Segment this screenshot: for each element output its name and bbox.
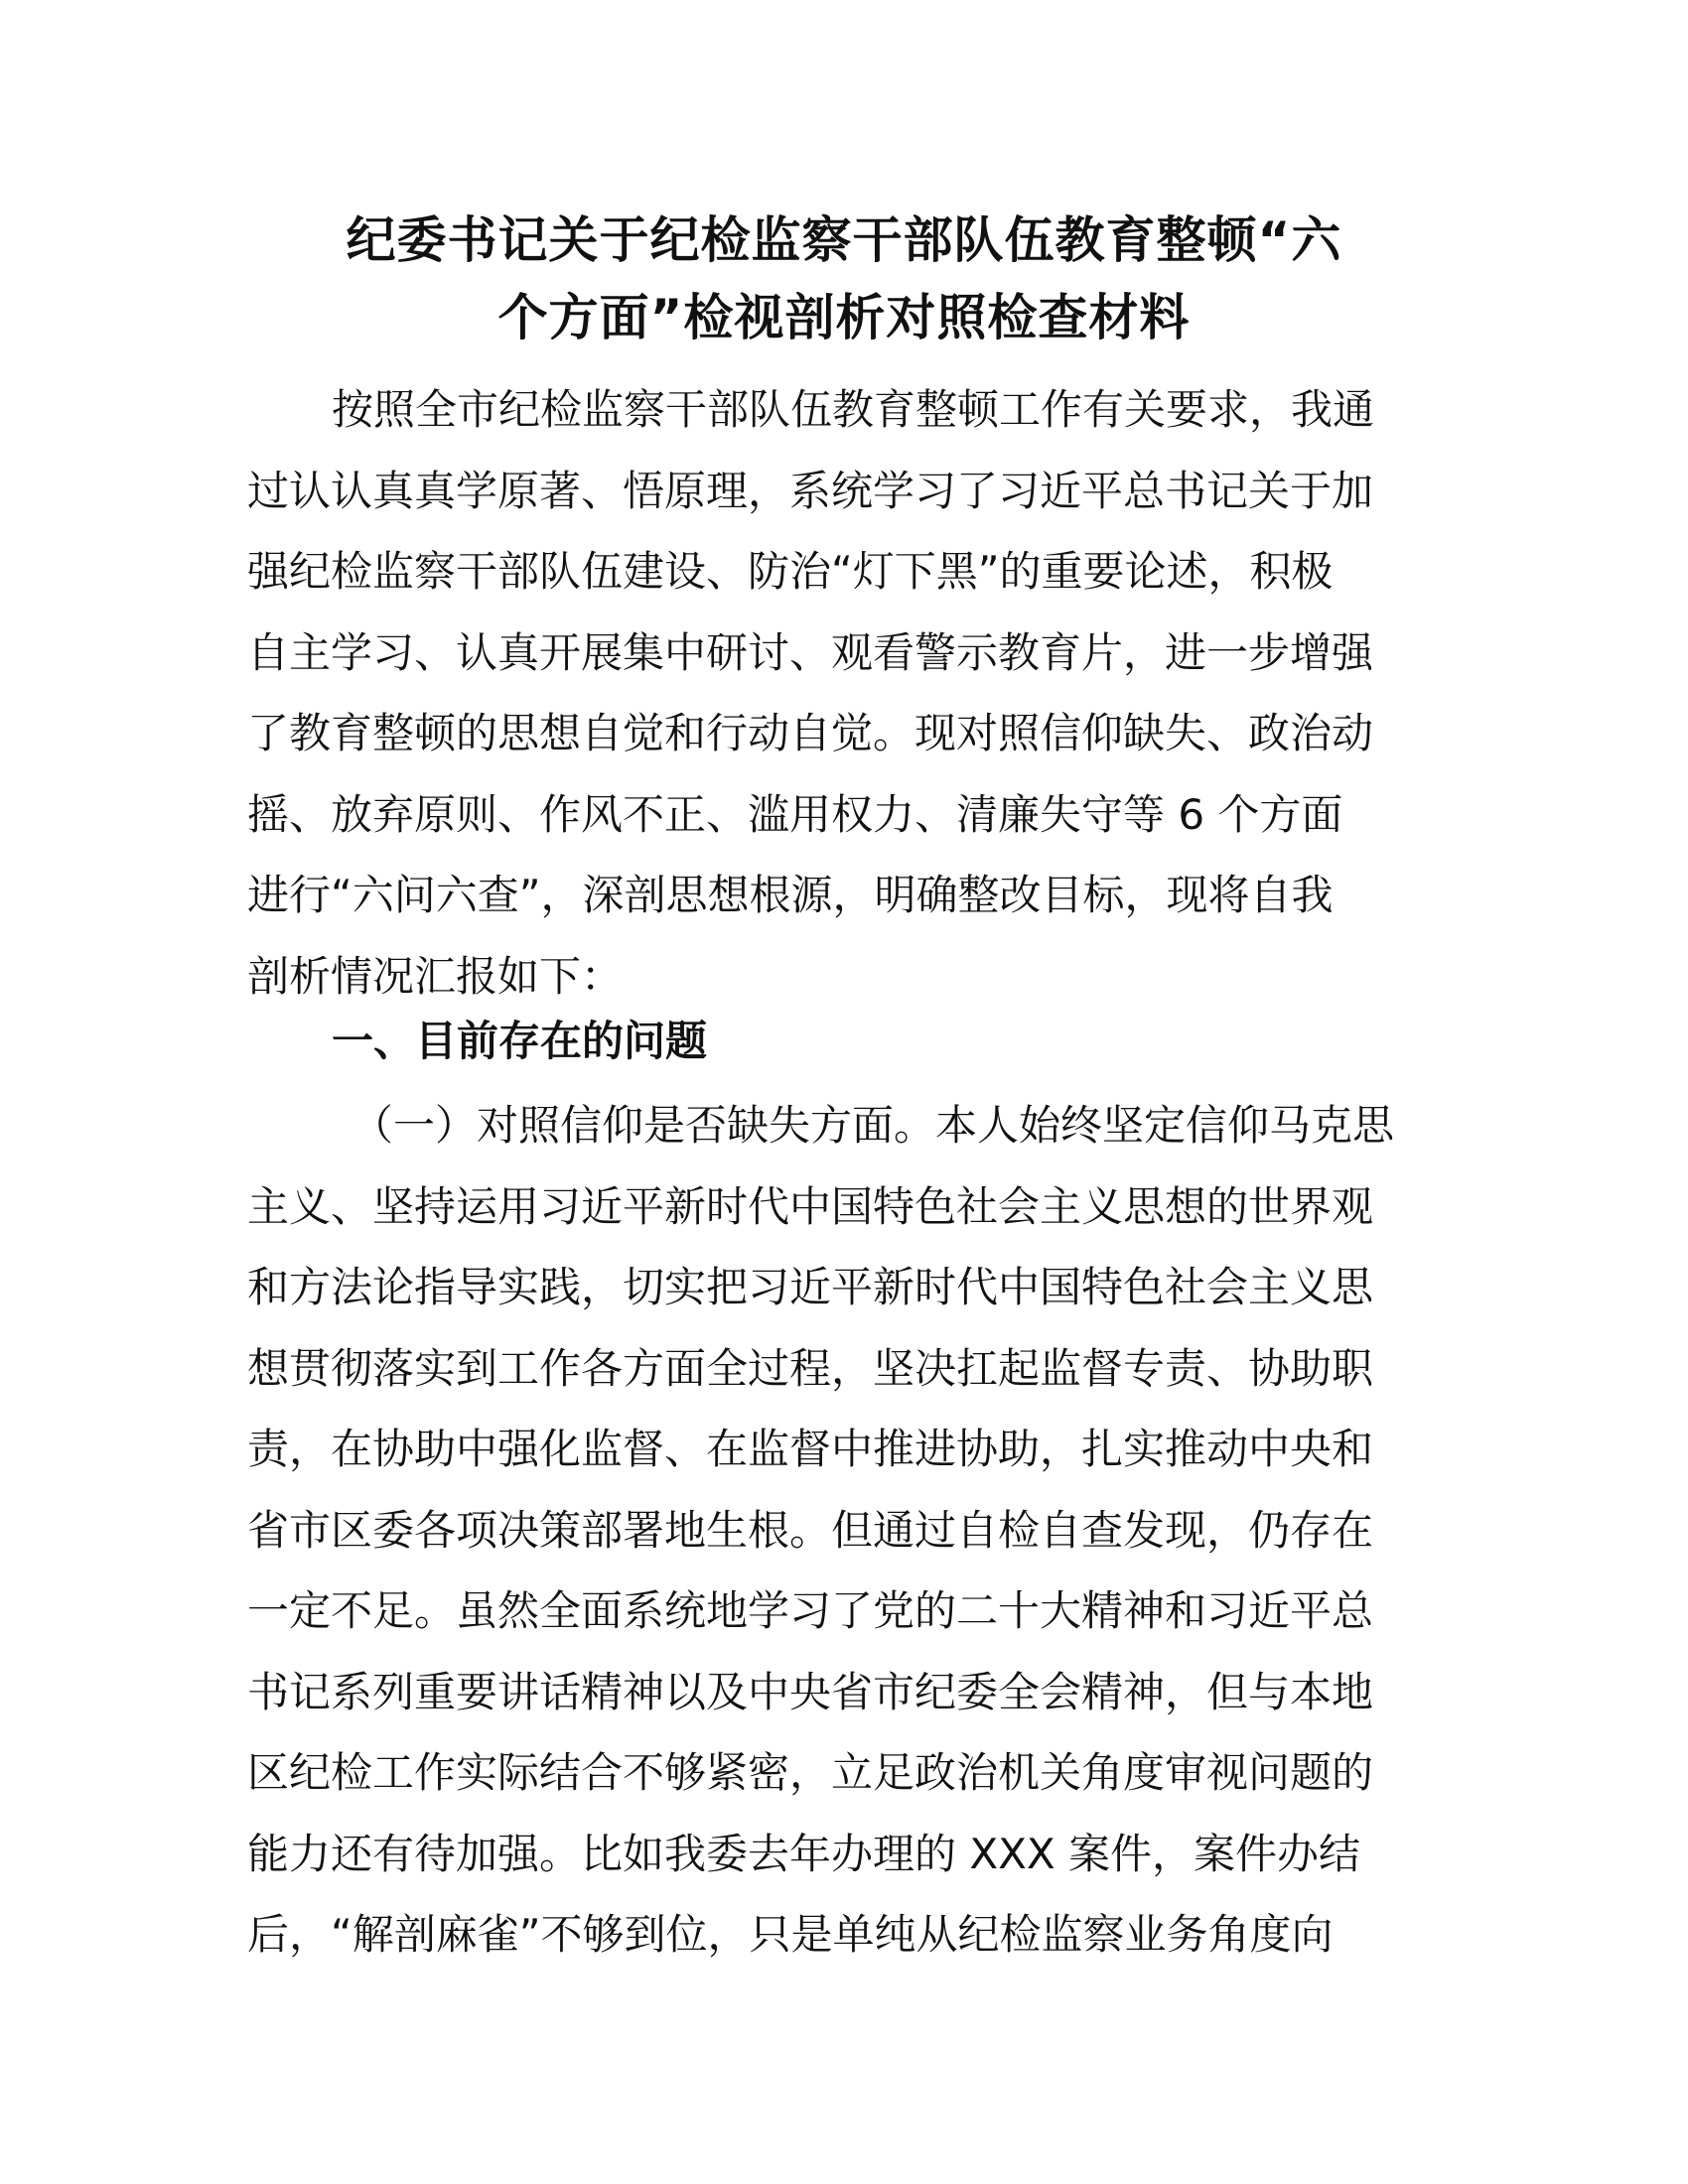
paragraph-line: 进行“六问六查”，深剖思想根源，明确整改目标，现将自我 [247, 871, 1334, 919]
paragraph-line: 后，“解剖麻雀”不够到位，只是单纯从纪检监察业务角度向 [247, 1910, 1334, 1959]
paragraph-line: 一定不足。虽然全面系统地学习了党的二十大精神和习近平总 [247, 1586, 1374, 1635]
paragraph-line: 责，在协助中强化监督、在监督中推进协助，扎实推动中央和 [247, 1425, 1374, 1473]
paragraph-line: 按照全市纪检监察干部队伍教育整顿工作有关要求，我通 [332, 385, 1375, 434]
section-heading [247, 1001, 1439, 1082]
paragraph-line: 摇、放弃原则、作风不正、滥用权力、清廉失守等 6 个方面 [247, 789, 1343, 839]
paragraph-line: 过认认真真学原著、悟原理，系统学习了习近平总书记关于加 [247, 466, 1374, 515]
paragraph-line: 主义、坚持运用习近平新时代中国特色社会主义思想的世界观 [247, 1181, 1374, 1231]
paragraph-line: 和方法论指导实践，切实把习近平新时代中国特色社会主义思 [247, 1263, 1374, 1311]
document-title [228, 202, 1460, 356]
paragraph-line: 区纪检工作实际结合不够紧密，立足政治机关角度审视问题的 [247, 1748, 1374, 1797]
paragraph-line: 想贯彻落实到工作各方面全过程，坚决扛起监督专责、协助职 [247, 1343, 1374, 1393]
paragraph-line: 能力还有待加强。比如我委去年办理的 XXX 案件，案件办结 [247, 1829, 1361, 1878]
paragraph-line: 强纪检监察干部队伍建设、防治“灯下黑”的重要论述，积极 [247, 547, 1334, 596]
section-heading-text: 一、目前存在的问题 [332, 1017, 708, 1065]
paragraph-line: 书记系列重要讲话精神以及中央省市纪委全会精神，但与本地 [247, 1667, 1374, 1716]
intro-paragraph [247, 369, 1439, 1017]
paragraph-line: 省市区委各项决策部署地生根。但通过自检自查发现，仍存在 [247, 1505, 1374, 1555]
section-one-paragraph [247, 1085, 1439, 1976]
paragraph-line: 了教育整顿的思想自觉和行动自觉。现对照信仰缺失、政治动 [247, 709, 1374, 757]
paragraph-line: 自主学习、认真开展集中研讨、观看警示教育片，进一步增强 [247, 627, 1374, 677]
paragraph-line: 剖析情况汇报如下： [247, 951, 624, 1001]
title-line: 个方面”检视剖析对照检查材料 [497, 289, 1191, 346]
title-line: 纪委书记关于纪检监察干部队伍教育整顿“六 [346, 211, 1342, 269]
paragraph-line: （一）对照信仰是否缺失方面。本人始终坚定信仰马克思 [352, 1101, 1395, 1150]
